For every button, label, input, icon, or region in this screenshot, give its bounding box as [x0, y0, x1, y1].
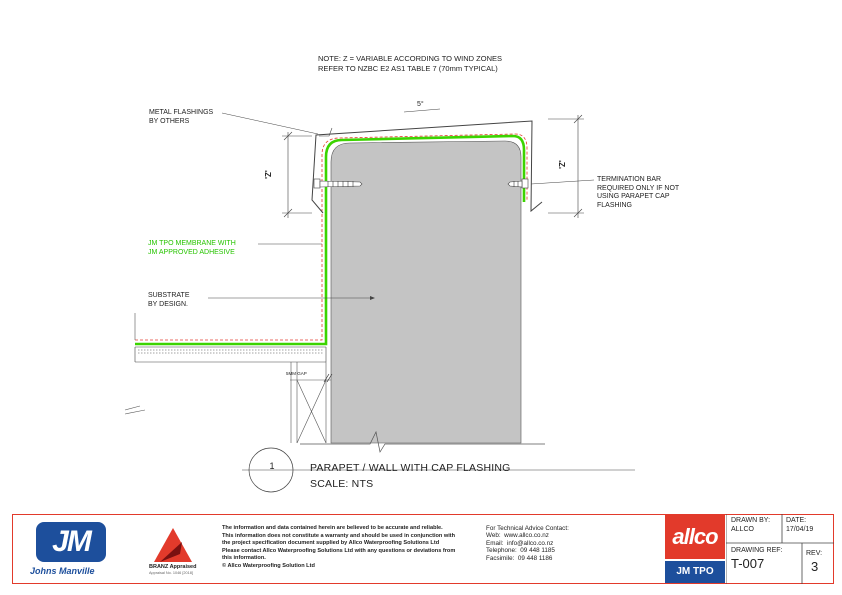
- detail-scale: SCALE: NTS: [310, 478, 374, 490]
- allco-logo: [665, 515, 725, 559]
- contact-info: For Technical Advice Contact: Web: www.allco.co.nz Email: info@allco.co.nz Telephone: 09 448 1185 Facsimile: 09 448 1186: [486, 525, 569, 562]
- label-metal-flashings: METAL FLASHINGS BY OTHERS: [149, 109, 214, 125]
- jm-logo-text: JM: [52, 525, 90, 558]
- disclaimer: The information and data contained herein are believed to be accurate and reliable. This information does not constitute a warranty and should be used in conjunction with the project specification document supplied by Allco Waterproofing Solutions Ltd Please contact Allco Waterproofing Solutions Ltd with any questions or deviations from this information. © Allco Waterproofing Solution Ltd: [222, 525, 456, 569]
- z-dimension-left: [282, 132, 312, 218]
- drawing-ref-value: T-007: [731, 556, 765, 571]
- detail-title: PARAPET / WALL WITH CAP FLASHING: [310, 462, 511, 474]
- date-label: DATE:: [786, 517, 807, 524]
- label-termination-bar: TERMINATION BAR REQUIRED ONLY IF NOT USING PARAPET CAP FLASHING: [597, 176, 680, 209]
- jm-name: Johns Manville: [30, 566, 95, 576]
- z-label-left: 'Z': [263, 170, 273, 179]
- drawn-by-value: ALLCO: [731, 526, 754, 533]
- roof-deck: [135, 347, 326, 362]
- z-label-right: 'Z': [557, 160, 567, 169]
- timber-framing: [125, 313, 331, 443]
- allco-logo-text: allco: [672, 524, 718, 549]
- detail-number: 1: [269, 461, 275, 471]
- drawn-by-label: DRAWN BY:: [731, 517, 771, 524]
- branz-name: BRANZ Appraised: [149, 564, 197, 570]
- wind-zone-note: NOTE: Z = VARIABLE ACCORDING TO WIND ZONES REFER TO NZBC E2 AS1 TABLE 7 (70mm TYPICAL): [318, 54, 502, 73]
- rev-label: REV:: [806, 550, 823, 557]
- branz-sub: Appraisal No. 1046 [2018]: [149, 571, 193, 575]
- slope-indicator: [404, 109, 440, 112]
- branz-logo-icon: [150, 524, 196, 564]
- date-value: 17/04/19: [786, 526, 814, 533]
- label-substrate: SUBSTRATE BY DESIGN.: [148, 292, 190, 308]
- label-gap: 5MM GAP: [286, 371, 307, 376]
- slope-label: 5°: [417, 101, 424, 108]
- jm-logo: [36, 522, 106, 562]
- rev-value: 3: [811, 559, 819, 574]
- jm-tpo-badge: JM TPO: [665, 561, 725, 583]
- drawing-ref-label: DRAWING REF:: [731, 547, 783, 554]
- label-membrane: JM TPO MEMBRANE WITH JM APPROVED ADHESIVE: [148, 240, 236, 256]
